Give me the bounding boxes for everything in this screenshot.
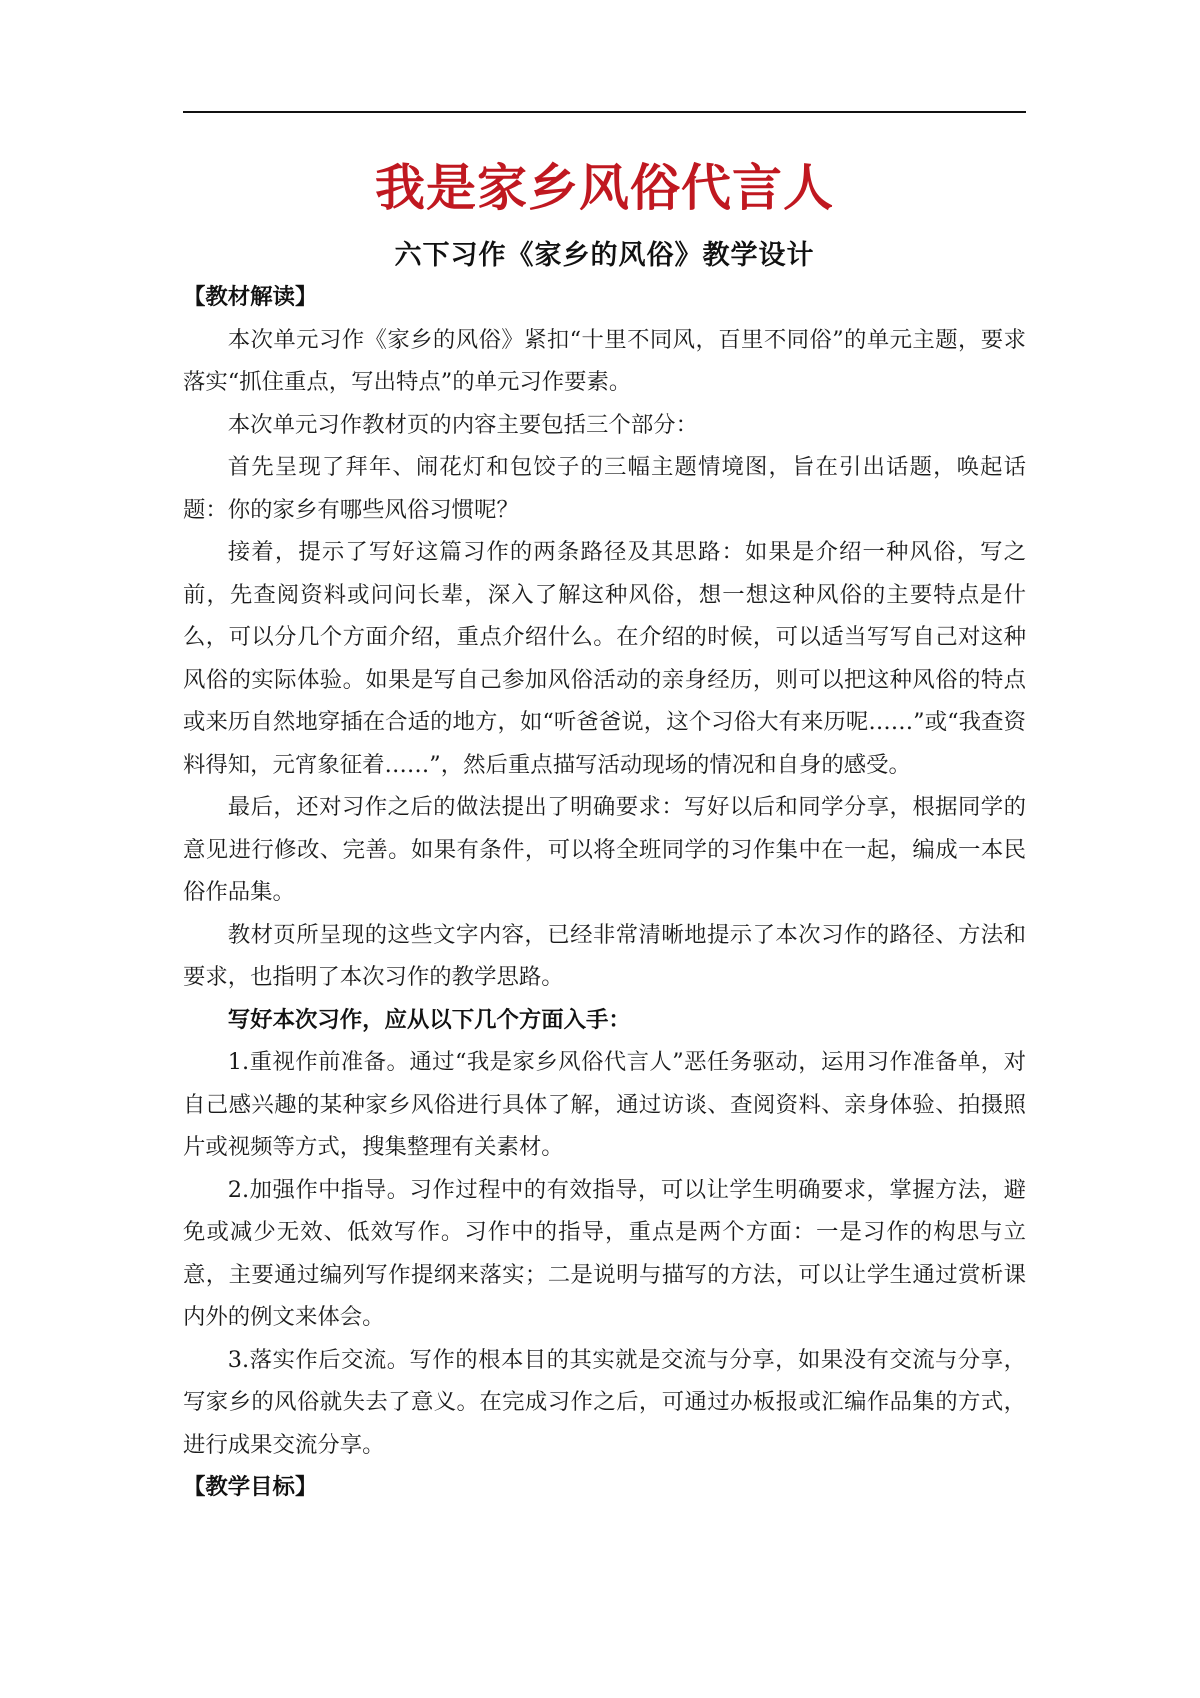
paragraph: 本次单元习作《家乡的风俗》紧扣“十里不同风，百里不同俗”的单元主题，要求落实“抓住重点，写出特点”的单元习作要素。 <box>183 326 1026 395</box>
document-subtitle: 六下习作《家乡的风俗》教学设计 <box>394 240 815 271</box>
approach-item: 1.重视作前准备。通过“我是家乡风俗代言人”恶任务驱动，运用习作准备单，对自己感兴趣的某种家乡风俗进行具体了解，通过访谈、查阅资料、亲身体验、拍摄照片或视频等方式，搜集整理有关素材。 <box>183 1049 1026 1160</box>
paragraph: 教材页所呈现的这些文字内容，已经非常清晰地提示了本次习作的路径、方法和要求，也指明了本次习作的教学思路。 <box>183 921 1026 990</box>
paragraph: 接着，提示了写好这篇习作的两条路径及其思路：如果是介绍一种风俗，写之前，先查阅资料或问问长辈，深入了解这种风俗，想一想这种风俗的主要特点是什么，可以分几个方面介绍，重点介绍什么。在介绍的时候，可以适当写写自己对这种风俗的实际体验。如果是写自己参加风俗活动的亲身经历，则可以把这种风俗的特点或来历自然地穿插在合适的地方，如“听爸爸说，这个习俗大有来历呢……”或“我查资料得知，元宵象征着……”，然后重点描写活动现场的情况和自身的感受。 <box>183 539 1026 778</box>
approach-item: 3.落实作后交流。写作的根本目的其实就是交流与分享，如果没有交流与分享，写家乡的风俗就失去了意义。在完成习作之后，可通过办板报或汇编作品集的方式，进行成果交流分享。 <box>183 1346 1026 1458</box>
document-title: 我是家乡风俗代言人 <box>375 158 834 217</box>
document-body <box>183 276 1026 1509</box>
approach-lead: 写好本次习作，应从以下几个方面入手： <box>227 1006 631 1033</box>
header-rule <box>183 111 1026 113</box>
section-heading-materials: 【教材解读】 <box>183 284 318 310</box>
paragraph: 本次单元习作教材页的内容主要包括三个部分： <box>227 411 698 438</box>
section-heading-goals: 【教学目标】 <box>183 1474 318 1500</box>
paragraph: 首先呈现了拜年、闹花灯和包饺子的三幅主题情境图，旨在引出话题，唤起话题：你的家乡有哪些风俗习惯呢？ <box>183 454 1026 523</box>
approach-item: 2.加强作中指导。习作过程中的有效指导，可以让学生明确要求，掌握方法，避免或减少无效、低效写作。习作中的指导，重点是两个方面：一是习作的构思与立意，主要通过编列写作提纲来落实；二是说明与描写的方法，可以让学生通过赏析课内外的例文来体会。 <box>183 1176 1026 1330</box>
paragraph: 最后，还对习作之后的做法提出了明确要求：写好以后和同学分享，根据同学的意见进行修改、完善。如果有条件，可以将全班同学的习作集中在一起，编成一本民俗作品集。 <box>183 794 1026 905</box>
